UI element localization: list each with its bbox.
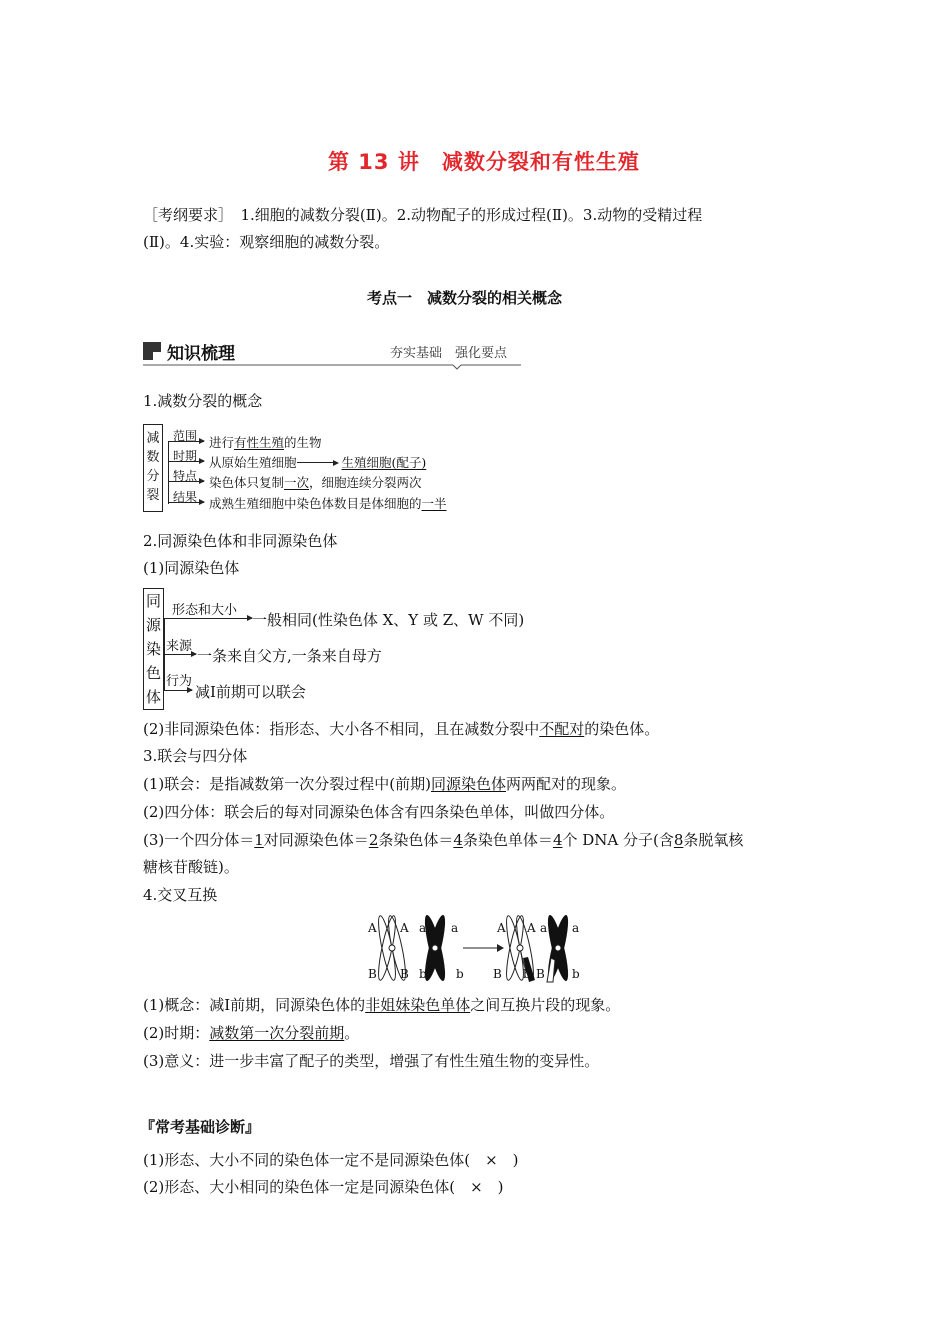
text: (2)时期：: [143, 1024, 210, 1042]
text: 从原始生殖细胞: [209, 455, 297, 470]
homologous-arrow: [164, 690, 192, 691]
gene-label-a: a: [572, 921, 580, 935]
answer: 4: [552, 831, 563, 849]
text: (1)联会：是指减数第一次分裂过程中(前期): [143, 775, 431, 793]
text: (2)非同源染色体：指形态、大小各不相同，且在减数分裂中: [143, 720, 540, 738]
answer: 减数第一次分裂前期: [209, 1024, 345, 1042]
box-char: 分: [146, 469, 160, 484]
item3-line2: (2)四分体：联会后的每对同源染色体含有四条染色单体，叫做四分体。: [143, 803, 615, 821]
gene-label-a: a: [419, 921, 427, 935]
homologous-row-behavior: 减Ⅰ前期可以联会: [195, 683, 306, 701]
box-char: 同: [145, 592, 161, 610]
item4-significance: (3)意义：进一步丰富了配子的类型，增强了有性生殖生物的变异性。: [143, 1052, 600, 1070]
answer: 一次: [284, 475, 310, 490]
item3-line3: [143, 830, 743, 850]
text: (3)一个四分体＝: [143, 831, 255, 849]
item4-heading: 4.交叉互换: [143, 886, 218, 904]
requirements-line-1: ［考纲要求］ 1.细胞的减数分裂(Ⅱ)。2.动物配子的形成过程(Ⅱ)。3.动物的受精过程: [143, 206, 703, 224]
gene-label-A: A: [400, 921, 409, 935]
box-char: 裂: [146, 488, 160, 503]
answer: 8: [673, 831, 684, 849]
concept-arrow: [168, 502, 204, 503]
gene-label-A: A: [368, 921, 377, 935]
crossing-over-figure: [365, 910, 585, 990]
gene-label-A: A: [497, 921, 506, 935]
header-underline: [143, 360, 523, 372]
concept-tag-range: 范围: [173, 429, 198, 443]
concept-row-period: [209, 453, 426, 471]
concept-tag-feature: 特点: [173, 469, 198, 483]
concept-row-result: [209, 494, 447, 512]
item2-sub1: (1)同源染色体: [143, 559, 240, 577]
answer: 4: [453, 831, 463, 849]
homologous-arrow: [164, 618, 252, 619]
text: (1)概念：减Ⅰ前期，同源染色体的: [143, 996, 366, 1014]
box-char: 数: [146, 450, 160, 465]
concept-arrow: [168, 441, 204, 442]
item4-period: [143, 1023, 359, 1043]
gene-label-b: b: [523, 967, 531, 981]
page-title: 第 13 讲 减数分裂和有性生殖: [328, 150, 640, 174]
item1-heading: 1.减数分裂的概念: [143, 392, 263, 410]
diagnosis-header: 『常考基础诊断』: [140, 1118, 261, 1136]
box-char: 染: [145, 640, 161, 658]
text: 的生物: [284, 435, 322, 450]
gene-label-A: A: [527, 921, 536, 935]
answer: 有性生殖: [234, 435, 285, 450]
box-char: 减: [146, 431, 160, 446]
homologous-tag-behavior: 行为: [166, 674, 193, 689]
homologous-arrow: [164, 654, 196, 655]
text: 。: [344, 1024, 360, 1042]
section-title: 考点一 减数分裂的相关概念: [367, 289, 563, 307]
item2-heading: 2.同源染色体和非同源染色体: [143, 532, 338, 550]
bracket-line: [168, 441, 169, 504]
text: 成熟生殖细胞中染色体数目是体细胞的: [209, 496, 422, 511]
gene-label-b: b: [572, 967, 580, 981]
gene-label-B: B: [400, 967, 409, 981]
text: 进行: [209, 435, 235, 450]
answer: 2: [368, 831, 379, 849]
box-char: 色: [145, 664, 161, 682]
homologous-tag-shape: 形态和大小: [172, 603, 238, 618]
text: 个 DNA 分子(含: [562, 831, 674, 849]
answer: 非姐妹染色单体: [365, 996, 471, 1014]
box-char: 体: [145, 688, 161, 706]
arrow-head: [333, 460, 339, 466]
answer: 同源染色体: [430, 775, 506, 793]
gene-label-a: a: [451, 921, 459, 935]
knowledge-header-label: 知识梳理: [167, 344, 235, 364]
answer: 一半: [421, 496, 447, 511]
requirements-line-2: (Ⅱ)。4.实验：观察细胞的减数分裂。: [143, 233, 390, 251]
homologous-row-source: 一条来自父方,一条来自母方: [197, 647, 382, 665]
text: 对同源染色体＝: [263, 831, 369, 849]
homologous-row-shape: 一般相同(性染色体 X、Y 或 Z、W 不同): [252, 611, 525, 629]
answer: 不配对: [539, 720, 585, 738]
gene-label-b: b: [456, 967, 464, 981]
gene-label-B: B: [493, 967, 502, 981]
text: 之间互换片段的现象。: [470, 996, 621, 1014]
item2-sub2: [143, 719, 659, 739]
gene-label-B: B: [536, 967, 545, 981]
knowledge-header-slogan: 夯实基础 强化要点: [390, 346, 508, 361]
diagnosis-q2: (2)形态、大小相同的染色体一定是同源染色体( × ): [143, 1178, 504, 1196]
text: 染色体只复制: [209, 475, 285, 490]
concept-tag-period: 时期: [173, 449, 198, 463]
concept-arrow: [168, 461, 204, 462]
concept-row-range: [209, 433, 322, 451]
section-mark-icon: [143, 342, 161, 360]
answer: 生殖细胞(配子): [341, 455, 427, 470]
text: ，细胞连续分裂两次: [309, 475, 422, 490]
text: 两两配对的现象。: [505, 775, 626, 793]
gene-label-a: a: [540, 921, 548, 935]
text: 条染色单体＝: [462, 831, 553, 849]
concept-tag-result: 结果: [173, 490, 198, 504]
item3-heading: 3.联会与四分体: [143, 747, 248, 765]
text: 条脱氧核: [683, 831, 744, 849]
concept-row-feature: [209, 473, 422, 491]
inline-arrow: [297, 462, 333, 463]
gene-label-B: B: [368, 967, 377, 981]
gene-label-b: b: [419, 967, 427, 981]
text: 的染色体。: [584, 720, 660, 738]
homologous-box: [143, 588, 164, 710]
item4-concept: [143, 995, 620, 1015]
homologous-tag-source: 来源: [166, 639, 193, 654]
box-char: 源: [145, 616, 161, 634]
answer: 1: [254, 831, 264, 849]
concept-arrow: [168, 481, 204, 482]
meiosis-concept-box: [143, 424, 163, 512]
diagnosis-q1: (1)形态、大小不同的染色体一定不是同源染色体( × ): [143, 1151, 519, 1169]
item3-line4: 糖核苷酸链)。: [143, 858, 239, 876]
text: 条染色体＝: [378, 831, 454, 849]
item3-line1: [143, 774, 626, 794]
